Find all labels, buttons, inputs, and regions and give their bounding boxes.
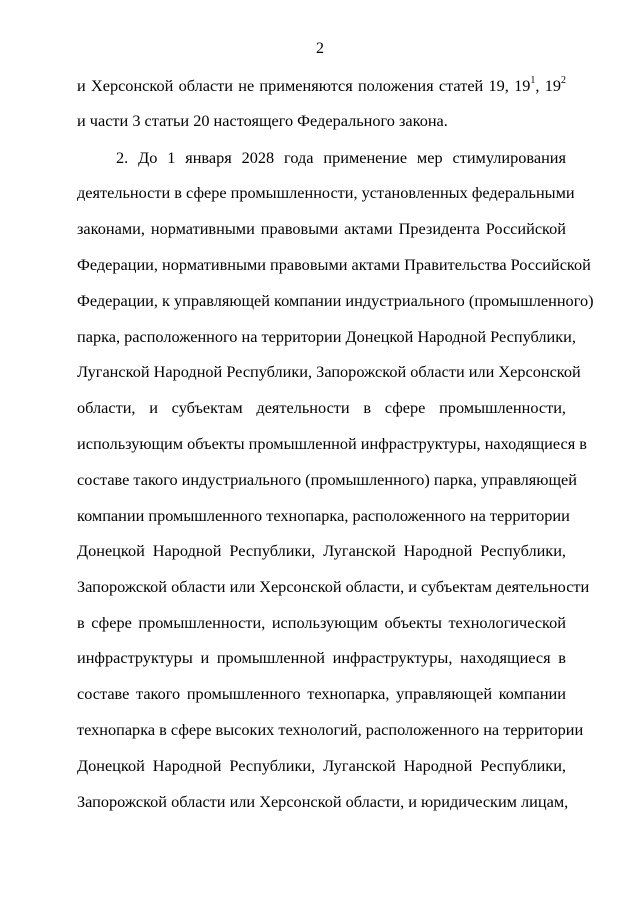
text-line bbox=[77, 76, 566, 96]
superscript: 2 bbox=[561, 74, 567, 86]
text-line: Донецкой Народной Республики, Луганской Народной Республики, bbox=[77, 756, 566, 775]
text-line: составе такого промышленного технопарка, управляющей компании bbox=[77, 684, 566, 703]
text-line: в сфере промышленности, использующим объекты технологической bbox=[77, 613, 566, 632]
superscript: 1 bbox=[530, 74, 536, 86]
text-line: Запорожской области или Херсонской области, и субъектам деятельности bbox=[77, 577, 590, 596]
text-line: деятельности в сфере промышленности, установленных федеральными bbox=[77, 183, 575, 202]
text-fragment: , 19 bbox=[535, 76, 562, 95]
text-line: Федерации, к управляющей компании индустриального (промышленного) bbox=[77, 291, 594, 310]
text-line: области, и субъектам деятельности в сфере промышленности, bbox=[77, 398, 566, 417]
text-fragment: и Херсонской области не применяются положения статей 19, 19 bbox=[77, 76, 531, 95]
text-line: Луганской Народной Республики, Запорожской области или Херсонской bbox=[77, 362, 581, 381]
text-line: Запорожской области или Херсонской области, и юридическим лицам, bbox=[77, 792, 569, 811]
text-line: компании промышленного технопарка, расположенного на территории bbox=[77, 506, 570, 525]
text-line: парка, расположенного на территории Донецкой Народной Республики, bbox=[77, 327, 576, 346]
text-line: технопарка в сфере высоких технологий, расположенного на территории bbox=[77, 720, 584, 739]
text-line: инфраструктуры и промышленной инфраструктуры, находящиеся в bbox=[77, 648, 566, 667]
text-line: использующим объекты промышленной инфраструктуры, находящиеся в bbox=[77, 434, 587, 453]
text-line: Федерации, нормативными правовыми актами Правительства Российской bbox=[77, 255, 591, 274]
text-line: законами, нормативными правовыми актами Президента Российской bbox=[77, 219, 566, 238]
text-line: Донецкой Народной Республики, Луганской Народной Республики, bbox=[77, 541, 566, 560]
text-line: составе такого индустриального (промышленного) парка, управляющей bbox=[77, 470, 577, 489]
page-number: 2 bbox=[316, 40, 324, 57]
text-line: и части 3 статьи 20 настоящего Федерального закона. bbox=[77, 111, 448, 130]
paragraph-first-line: 2. До 1 января 2028 года применение мер стимулирования bbox=[116, 148, 566, 167]
